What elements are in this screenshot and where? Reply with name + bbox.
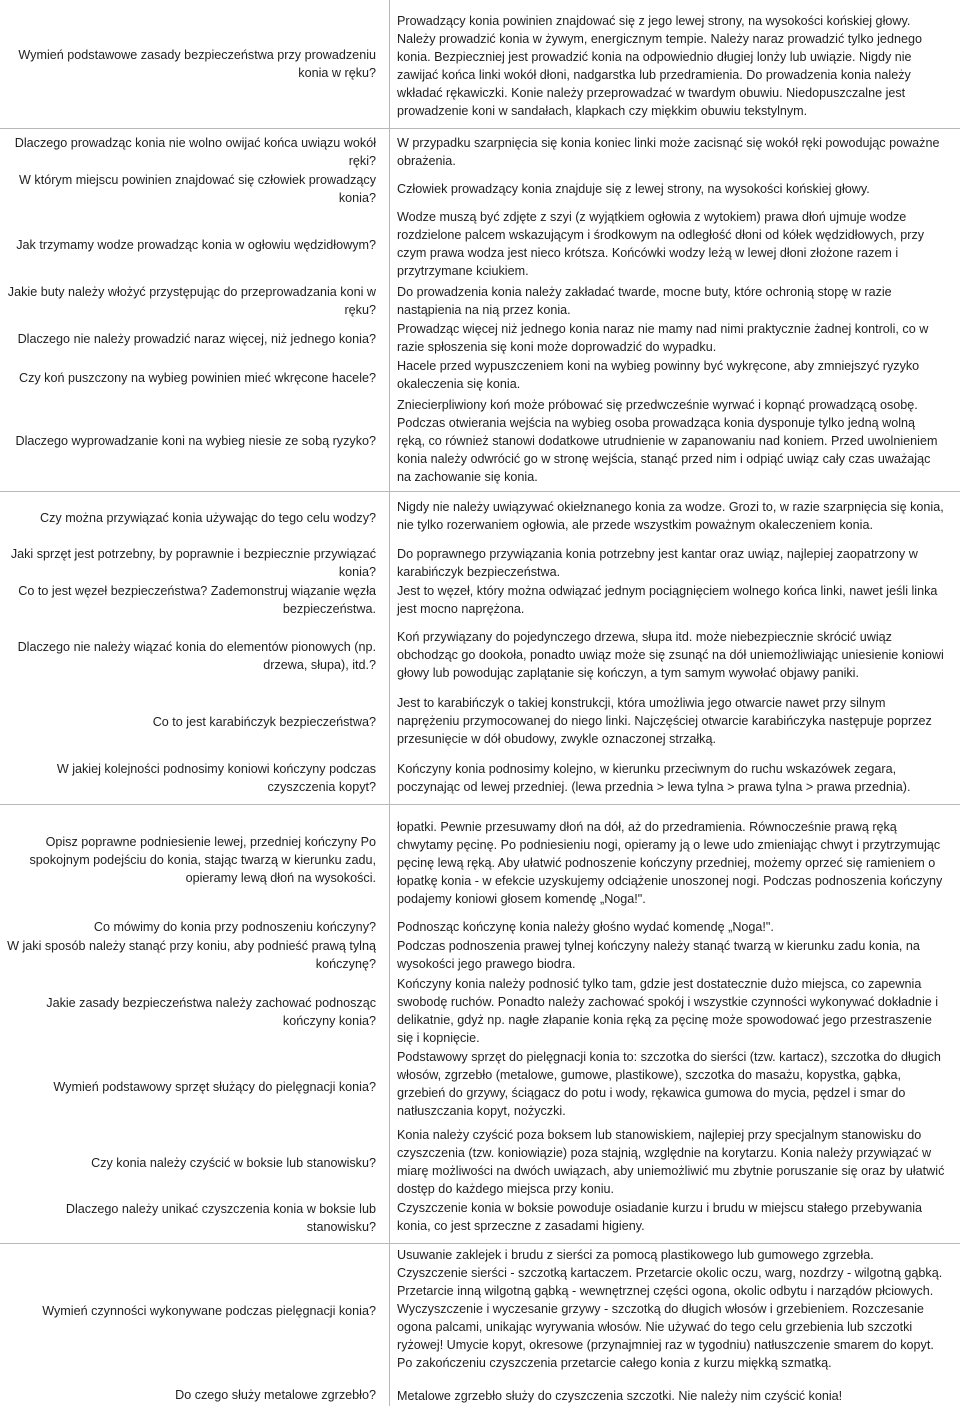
question: Wymień czynności wykonywane podczas pielęgnacji konia? (42, 1304, 376, 1318)
answer: Kończyny konia podnosimy kolejno, w kierunku przeciwnym do ruchu wskazówek zegara, poczynając od lewej przedniej. (lewa przednia > lewa tylna > prawa tylna > prawa przednia). (397, 762, 911, 794)
answer: Prowadzący konia powinien znajdować się z jego lewej strony, na wysokości końskiej głowy. Należy prowadzić konia w żywym, energicznym tempie. Należy naraz prowadzić tylko jednego konia. Bezpieczniej jest prowadzić konia na odpowiednio długiej lonży lub uwiązie. Nigdy nie zawijać końca linki wokół dłoni, nadgarstka lub przedramienia. Do prowadzenia konia należy wkładać rękawiczki. Konie należy przeprowadzać w twardym obuwiu. Niedopuszczalne jest prowadzenie koni w sandałach, klapkach czy miękkim obuwiu tekstylnym. (397, 14, 922, 118)
answer: Do poprawnego przywiązania konia potrzebny jest kantar oraz uwiąz, najlepiej zaopatrzony w karabińczyk bezpieczeństwa. (397, 547, 918, 579)
question: Wymień podstawowe zasady bezpieczeństwa przy prowadzeniu konia w ręku? (18, 48, 376, 80)
question: Opisz poprawne podniesienie lewej, przedniej kończyny Po spokojnym podejściu do konia, stając twarzą w kierunku zadu, opieramy lewą dłoń na wysokości. (29, 835, 376, 885)
answer: Koń przywiązany do pojedynczego drzewa, słupa itd. może niebezpiecznie skrócić uwiąz obchodząc go dookoła, ponadto uwiąz może się zsunąć na dół uniemożliwiając uniesienie koniowi głowy lub powodując zaplątanie się kończyn, a tym samym wywołać objawy paniki. (397, 630, 944, 680)
question: Jaki sprzęt jest potrzebny, by poprawnie i bezpiecznie przywiązać konia? (10, 547, 376, 579)
answer: Usuwanie zaklejek i brudu z sierści za pomocą plastikowego lub gumowego zgrzebła. Czyszczenie sierści - szczotką kartaczem. Przetarcie okolic oczu, warg, nozdrzy - wilgotną gąbką. Przetarcie inną wilgotną gąbką - wewnętrznej części ogona, okolic odbytu i narządów płciowych. Wyczyszczenie i wyczesanie grzywy - szczotką do długich włosów i grzebieniem. Rozczesanie ogona palcami, unikając wyrywania włosów. Nie używać do tego celu grzebienia lub szczotki ryżowej! Umycie kopyt, okresowe (przynajmniej raz w tygodniu) natłuszczenie smarem do kopyt. Po zakończeniu czyszczenia przetarcie całego konia z kurzu miękką szmatką. (397, 1248, 943, 1370)
question: Co to jest karabińczyk bezpieczeństwa? (152, 715, 376, 729)
answer: Zniecierpliwiony koń może próbować się przedwcześnie wyrwać i kopnąć prowadzącą osobę. Podczas otwierania wejścia na wybieg osoba prowadząca konia dysponuje tylko jedną wolną ręką, co również stanowi dodatkowe utrudnienie w zapanowaniu nad koniem. Przed uwolnieniem konia należy odwrócić go w stronę wejścia, stanąć przed nim i odpiąć uwiąz cały czas uważając na zachowanie się konia. (397, 398, 938, 484)
question: Dlaczego nie należy wiązać konia do elementów pionowych (np. drzewa, słupa), itd.? (17, 640, 376, 672)
question: W którym miejscu powinien znajdować się człowiek prowadzący konia? (19, 173, 376, 205)
question: Czy koń puszczony na wybieg powinien mieć wkręcone hacele? (18, 371, 376, 385)
question: Co mówimy do konia przy podnoszeniu kończyny? (93, 920, 376, 934)
question: Czy można przywiązać konia używając do tego celu wodzy? (40, 511, 376, 525)
answer: Wodze muszą być zdjęte z szyi (z wyjątkiem ogłowia z wytokiem) prawa dłoń ujmuje wodze rozdzielone palcem wskazującym i środkowym na odległość dłoni od kółek wędzidłowych, przy czym prawa wodza jest nieco krótsza. Końcówki wodzy leżą w lewej dłoni złożone razem i przytrzymane kciukiem. (397, 210, 925, 278)
question: W jakiej kolejności podnosimy koniowi kończyny podczas czyszczenia kopyt? (56, 762, 376, 794)
answer: Podczas podnoszenia prawej tylnej kończyny należy stanąć twarzą w kierunku zadu konia, na wysokości jego prawego biodra. (397, 939, 920, 971)
answer: Nigdy nie należy uwiązywać okiełznanego konia za wodze. Grozi to, w razie szarpnięcia się konia, nie tylko rozerwaniem ogłowia, ale przede wszystkim poważnym okaleczeniem konia. (397, 500, 944, 532)
answer: Do prowadzenia konia należy zakładać twarde, mocne buty, które ochronią stopę w razie nastąpienia na nią przez konia. (397, 285, 892, 317)
answer: Podnosząc kończynę konia należy głośno wydać komendę „Noga!". (397, 920, 774, 934)
question: Dlaczego prowadząc konia nie wolno owijać końca uwiązu wokół ręki? (14, 136, 376, 168)
answer: W przypadku szarpnięcia się konia koniec linki może zacisnąć się wokół ręki powodując poważne obrażenia. (397, 136, 940, 168)
section-divider (0, 128, 960, 129)
section-divider (0, 491, 960, 492)
answer: Jest to karabińczyk o takiej konstrukcji, która umożliwia jego otwarcie nawet przy silnym naprężeniu przymocowanej do niego linki. Najczęściej otwarcie karabińczyka następuje poprzez przesunięcie w dół obudowy, zwykle oznaczonej strzałką. (397, 696, 932, 746)
answer: Prowadząc więcej niż jednego konia naraz nie mamy nad nimi praktycznie żadnej kontroli, co w razie spłoszenia się koni może doprowadzić do wypadku. (397, 322, 929, 354)
question: Wymień podstawowy sprzęt służący do pielęgnacji konia? (53, 1080, 376, 1094)
section-divider (0, 804, 960, 805)
question: Dlaczego wyprowadzanie koni na wybieg niesie ze sobą ryzyko? (15, 434, 376, 448)
question: Jakie buty należy włożyć przystępując do przeprowadzania koni w ręku? (7, 285, 376, 317)
answer: łopatki. Pewnie przesuwamy dłoń na dół, aż do przedramienia. Równocześnie prawą ręką chwytamy pęcinę. Po podniesieniu nogi, opieramy ją o lewe udo zmieniając chwyt i przytrzymując pęcinę lewą ręką. Aby ułatwić podnoszenie kończyny przedniej, możemy oprzeć się ramieniem o łopatkę konia - w efekcie uzyskujemy odciążenie unoszonej nogi. Podczas podnoszenia kończyny podajemy koniowi głosem komendę „Noga!". (397, 820, 943, 906)
question: Jakie zasady bezpieczeństwa należy zachować podnosząc kończyny konia? (46, 996, 376, 1028)
answer: Konia należy czyścić poza boksem lub stanowiskiem, najlepiej przy specjalnym stanowisku do czyszczenia (tzw. koniowiązie) poza stajnią, względnie na korytarzu. Konia należy przywiązać w miarę możliwości na dwóch uwiązach, aby uniemożliwić mu zbytnie poruszanie się oraz by ułatwić dostęp do każdego miejsca przy koniu. (397, 1128, 945, 1196)
question: Czy konia należy czyścić w boksie lub stanowisku? (91, 1156, 376, 1170)
answer: Czyszczenie konia w boksie powoduje osiadanie kurzu i brudu w miejscu stałego przebywania konia, co jest sprzeczne z zasadami higieny. (397, 1201, 923, 1233)
answer: Metalowe zgrzebło służy do czyszczenia szczotki. Nie należy nim czyścić konia! (397, 1389, 843, 1403)
section-divider (0, 1243, 960, 1244)
question: Co to jest węzeł bezpieczeństwa? Zademonstruj wiązanie węzła bezpieczeństwa. (18, 584, 376, 616)
question: Do czego służy metalowe zgrzebło? (175, 1388, 376, 1402)
question: W jaki sposób należy stanąć przy koniu, aby podnieść prawą tylną kończynę? (7, 939, 376, 971)
answer: Hacele przed wypuszczeniem koni na wybieg powinny być wykręcone, aby zmniejszyć ryzyko okaleczenia się konia. (397, 359, 920, 391)
column-divider (389, 0, 390, 1406)
answer: Podstawowy sprzęt do pielęgnacji konia to: szczotka do sierści (tzw. kartacz), szczotka do długich włosów, zgrzebło (metalowe, gumowe, plastikowe), szczotka do masażu, kopystka, gąbka, grzebień do grzywy, ściągacz do potu i wody, rękawica gumowa do mycia, pędzel i smar do natłuszczania kopyt, nożyczki. (397, 1050, 941, 1118)
question: Dlaczego nie należy prowadzić naraz więcej, niż jednego konia? (17, 332, 376, 346)
question: Dlaczego należy unikać czyszczenia konia w boksie lub stanowisku? (65, 1202, 376, 1234)
question: Jak trzymamy wodze prowadząc konia w ogłowiu wędzidłowym? (16, 238, 376, 252)
answer: Człowiek prowadzący konia znajduje się z lewej strony, na wysokości końskiej głowy. (397, 182, 870, 196)
answer: Kończyny konia należy podnosić tylko tam, gdzie jest dostatecznie dużo miejsca, co zapewnia swobodę ruchów. Ponadto należy zachować spokój i wszystkie czynności wykonywać dokładnie i delikatnie, gdyż np. nagłe złapanie konia ręką za pęcinę może spowodować jego przestraszenie się i kopnięcie. (397, 977, 939, 1045)
answer: Jest to węzeł, który można odwiązać jednym pociągnięciem wolnego końca linki, nawet jeśli linka jest mocno naprężona. (397, 584, 938, 616)
